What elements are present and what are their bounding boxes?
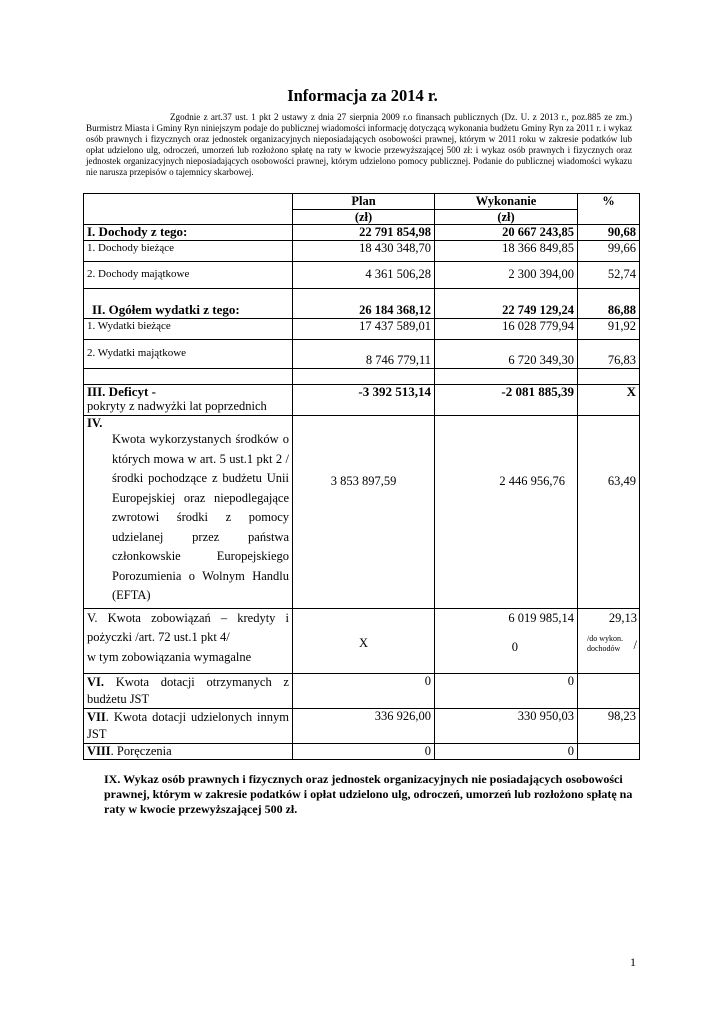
unit-plan: (zł): [293, 209, 435, 225]
row-empty: [84, 368, 640, 384]
header-percent: %: [578, 194, 640, 225]
row-iv: IV. Kwota wykorzystanych środków o których mowa w art. 5 ust.1 pkt 2 /środki pochodzące z budżetu Unii Europejskiej oraz niepodlegające zwrotowi środki z pomocy udzielanej przez państwa członkowskie Europejskiego Porozumienia o Wolnym Handlu (EFTA) 3 853 897,59 2 446 956,76 63,49: [84, 415, 640, 608]
row-deficyt: III. Deficyt - pokryty z nadwyżki lat poprzednich -3 392 513,14 -2 081 885,39 X: [84, 384, 640, 415]
row-dochody-biezace: 1. Dochody bieżące 18 430 348,70 18 366 849,85 99,66: [84, 240, 640, 261]
row-v: V. Kwota zobowiązań – kredyty i pożyczki /art. 72 ust.1 pkt 4/ w tym zobowiązania wymagalne X 6 019 985,14 0 29,13 /do wykon. dochodów /: [84, 608, 640, 673]
budget-table: [83, 193, 640, 760]
header-row: [84, 194, 640, 210]
page-number: 1: [630, 955, 636, 969]
page-title: Informacja za 2014 r.: [287, 86, 438, 105]
row-wydatki-majatkowe: 2. Wydatki majątkowe 8 746 779,11 6 720 349,30 76,83: [84, 339, 640, 368]
row-dochody-majatkowe: 2. Dochody majątkowe 4 361 506,28 2 300 394,00 52,74: [84, 261, 640, 288]
intro-text: Zgodnie z art.37 ust. 1 pkt 2 ustawy z dnia 27 sierpnia 2009 r.o finansach publicznych (Dz. U. z 2013 r., poz.885 ze zm.) Burmistrz Miasta i Gminy Ryn niniejszym podaje do publicznej wiadomości informację dotyczącą wykonania budżetu Gminy Ryn za 2011 r. i wykaz osób prawnych i fizycznych oraz jednostek organizacyjnych nieposiadających osobowości prawnej, którym w 2011 roku w zakresie podatków lub opłat udzielono ulg, odroczeń, umorzeń lub rozłożono spłatę na raty w kwocie przewyższającej 500 zł: i wykaz osób prawnych i fizycznych oraz jednostek organizacyjnych nieposiadających osobowości prawnej, którym udzielono pomocy publicznej. Podanie do publicznej wiadomości wykazu nie narusza przepisów o tajemnicy skarbowej.: [86, 112, 632, 178]
row-vii: VII. Kwota dotacji udzielonych innym JST 336 926,00 330 950,03 98,23: [84, 708, 640, 743]
header-wykonanie: Wykonanie: [435, 194, 578, 210]
section-ix-heading: IX. Wykaz osób prawnych i fizycznych oraz jednostek organizacyjnych nie posiadających osobowości prawnej, którym w zakresie podatków i opłat udzielono ulg, odroczeń, umorzeń lub rozłożono spłatę na raty w kwocie przewyższającej 500 zł.: [104, 772, 633, 817]
row-vi: VI. Kwota dotacji otrzymanych z budżetu JST 0 0: [84, 673, 640, 708]
units-row: [84, 209, 640, 225]
unit-wykonanie: (zł): [435, 209, 578, 225]
row-wydatki-biezace: 1. Wydatki bieżące 17 437 589,01 16 028 779,94 91,92: [84, 318, 640, 339]
row-dochody: I. Dochody z tego: 22 791 854,98 20 667 243,85 90,68: [84, 225, 640, 241]
row-viii: VIII. Poręczenia 0 0: [84, 743, 640, 759]
row-wydatki: II. Ogółem wydatki z tego: 26 184 368,12 22 749 129,24 86,88: [84, 288, 640, 318]
header-plan: Plan: [293, 194, 435, 210]
intro-paragraph: [86, 112, 632, 179]
